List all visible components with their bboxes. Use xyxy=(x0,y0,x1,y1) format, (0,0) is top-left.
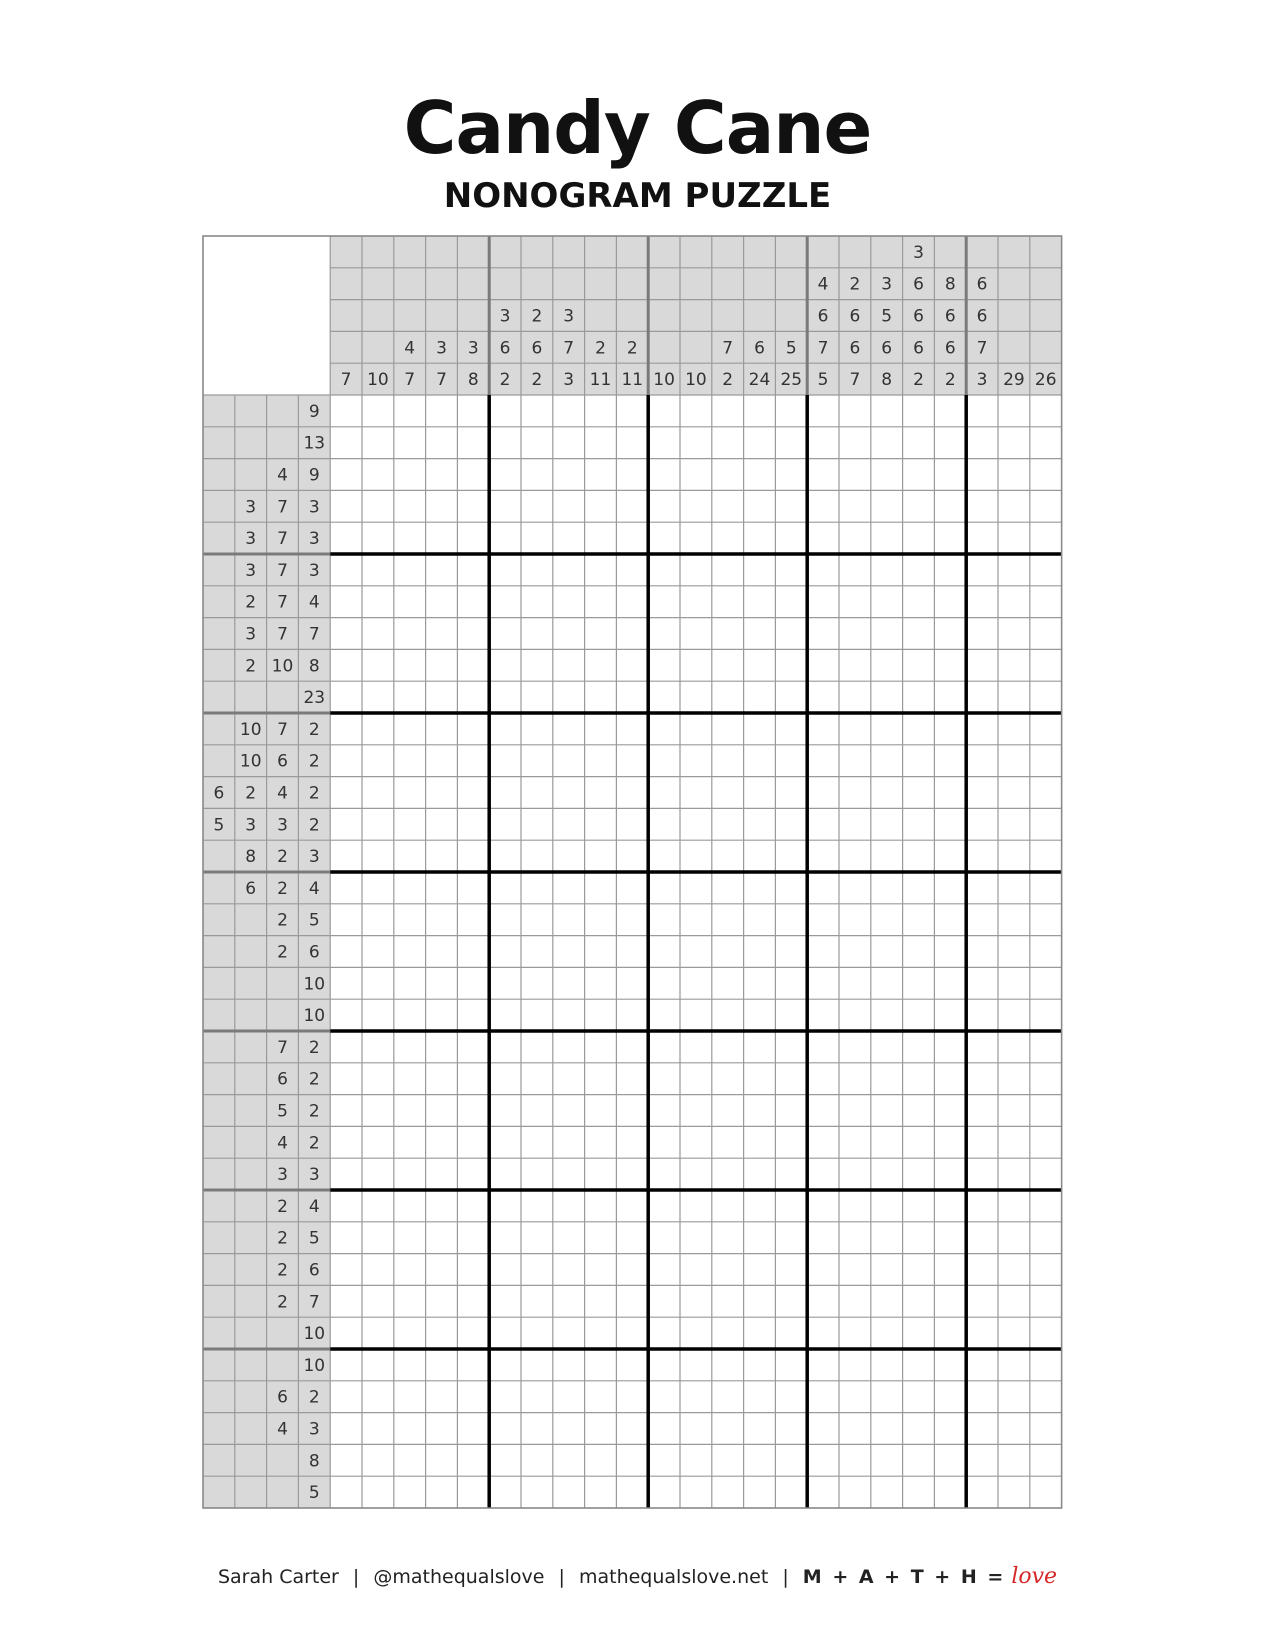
row-clue: 4 xyxy=(277,1419,288,1440)
corner-blank-box xyxy=(204,237,329,394)
row-clue: 7 xyxy=(277,1037,288,1058)
row-clue: 2 xyxy=(308,751,320,772)
column-clue: 3 xyxy=(467,338,479,359)
row-clue: 3 xyxy=(308,847,320,868)
column-clue: 2 xyxy=(595,338,606,359)
row-clue: 4 xyxy=(308,878,320,899)
row-clue: 3 xyxy=(245,815,257,836)
column-clue: 7 xyxy=(722,338,734,359)
row-clue: 2 xyxy=(308,1101,320,1122)
footer-separator: | xyxy=(352,1566,360,1588)
row-clue: 2 xyxy=(277,942,288,963)
column-clue: 6 xyxy=(849,338,861,359)
column-clue: 3 xyxy=(881,274,893,295)
footer-website: mathequalslove.net xyxy=(578,1566,769,1588)
row-clue: 4 xyxy=(277,783,288,804)
column-clue: 24 xyxy=(748,370,771,391)
column-clue: 8 xyxy=(944,274,956,295)
column-clue: 6 xyxy=(976,274,988,295)
row-clue: 6 xyxy=(245,878,257,899)
column-clue: 26 xyxy=(1034,370,1057,391)
column-clue: 6 xyxy=(849,306,861,327)
row-clue: 3 xyxy=(245,529,257,550)
column-clue: 25 xyxy=(780,370,803,391)
row-clue: 2 xyxy=(277,847,288,868)
column-clue: 3 xyxy=(563,370,575,391)
row-clue: 2 xyxy=(277,910,288,931)
row-clue: 2 xyxy=(277,1260,288,1281)
row-clue: 10 xyxy=(239,751,262,772)
row-clue: 6 xyxy=(308,1260,320,1281)
row-clue: 2 xyxy=(308,783,320,804)
row-clue: 5 xyxy=(213,815,225,836)
row-clue: 2 xyxy=(308,1387,320,1408)
row-clue: 2 xyxy=(308,1133,320,1154)
column-clue: 2 xyxy=(531,306,543,327)
column-clue: 2 xyxy=(944,370,956,391)
column-clue: 4 xyxy=(817,274,829,295)
row-clue: 13 xyxy=(303,433,326,454)
row-clue: 2 xyxy=(308,815,320,836)
footer-brand: M + A + T + H = xyxy=(802,1566,1006,1588)
footer-brand-love: love xyxy=(1011,1564,1058,1589)
row-clue: 2 xyxy=(245,783,257,804)
row-clue: 5 xyxy=(308,1228,320,1249)
row-clue: 6 xyxy=(277,1387,288,1408)
row-clue: 2 xyxy=(277,1196,288,1217)
column-clue: 4 xyxy=(404,338,416,359)
column-clue: 2 xyxy=(499,370,511,391)
row-clue: 9 xyxy=(308,401,320,422)
row-clue: 10 xyxy=(303,1324,326,1345)
row-clue: 9 xyxy=(308,465,320,486)
column-clue: 6 xyxy=(913,306,924,327)
column-clue: 8 xyxy=(881,370,893,391)
footer xyxy=(0,1564,1275,1589)
column-clue: 6 xyxy=(531,338,543,359)
row-clue: 8 xyxy=(245,847,257,868)
row-clue: 2 xyxy=(277,1292,288,1313)
row-clue: 5 xyxy=(277,1101,288,1122)
row-clue: 5 xyxy=(308,910,320,931)
column-clue: 2 xyxy=(849,274,861,295)
row-clue: 2 xyxy=(308,719,320,740)
column-clue: 7 xyxy=(849,370,861,391)
row-clue: 4 xyxy=(308,592,320,613)
row-clue: 6 xyxy=(308,942,320,963)
row-clue: 4 xyxy=(277,1133,288,1154)
row-clue: 7 xyxy=(277,529,288,550)
row-clue: 7 xyxy=(277,719,288,740)
column-clue: 3 xyxy=(436,338,447,359)
column-clue: 6 xyxy=(976,306,988,327)
row-clue: 3 xyxy=(308,497,320,518)
row-clue: 6 xyxy=(277,1069,288,1090)
column-clue: 6 xyxy=(913,274,924,295)
column-clue: 6 xyxy=(913,338,924,359)
row-clue: 3 xyxy=(277,1165,288,1186)
column-clue: 8 xyxy=(467,370,479,391)
row-clue: 4 xyxy=(277,465,288,486)
row-clue: 3 xyxy=(245,497,257,518)
column-clue: 3 xyxy=(499,306,511,327)
row-clue: 7 xyxy=(277,497,288,518)
column-clue: 29 xyxy=(1003,370,1025,391)
page-title: Candy Cane xyxy=(403,86,872,170)
page-subtitle: NONOGRAM PUZZLE xyxy=(443,176,832,216)
column-clue: 10 xyxy=(367,370,389,391)
column-clue: 5 xyxy=(817,370,829,391)
row-clue: 2 xyxy=(277,878,288,899)
row-clue: 6 xyxy=(277,751,288,772)
column-clue: 2 xyxy=(531,370,543,391)
row-clue: 2 xyxy=(308,1037,320,1058)
column-clue: 6 xyxy=(817,306,829,327)
column-clue: 5 xyxy=(881,306,893,327)
column-clue: 7 xyxy=(340,370,352,391)
row-clue: 7 xyxy=(308,1292,320,1313)
row-clue: 3 xyxy=(245,624,257,645)
row-clue: 7 xyxy=(277,592,288,613)
column-clue: 3 xyxy=(976,370,988,391)
column-clue: 7 xyxy=(404,370,416,391)
row-clue: 10 xyxy=(303,1006,326,1027)
row-clue: 3 xyxy=(308,529,320,550)
footer-author: Sarah Carter xyxy=(217,1566,339,1588)
row-clue: 5 xyxy=(308,1483,320,1504)
row-clue: 10 xyxy=(271,656,294,677)
row-clue: 3 xyxy=(308,1165,320,1186)
column-clue: 6 xyxy=(754,338,765,359)
column-clue: 11 xyxy=(621,370,644,391)
column-clue: 11 xyxy=(589,370,612,391)
column-clue: 6 xyxy=(944,338,956,359)
row-clue: 3 xyxy=(245,560,257,581)
column-clue: 6 xyxy=(881,338,893,359)
row-clue: 3 xyxy=(308,560,320,581)
column-clue: 5 xyxy=(785,338,797,359)
footer-separator: | xyxy=(782,1566,789,1588)
row-clue: 3 xyxy=(308,1419,320,1440)
row-clue: 4 xyxy=(308,1196,320,1217)
column-clue: 2 xyxy=(913,370,924,391)
column-clue: 10 xyxy=(685,370,707,391)
row-clue: 23 xyxy=(303,688,326,709)
footer-separator: | xyxy=(558,1566,565,1588)
row-clue: 6 xyxy=(213,783,225,804)
column-clue: 7 xyxy=(817,338,829,359)
row-clue: 2 xyxy=(277,1228,288,1249)
row-clue: 8 xyxy=(308,1451,320,1472)
column-clue: 3 xyxy=(913,242,924,263)
row-clue: 7 xyxy=(277,560,288,581)
column-clue: 7 xyxy=(563,338,575,359)
column-clue: 6 xyxy=(499,338,511,359)
column-clue: 3 xyxy=(563,306,575,327)
row-clue: 3 xyxy=(277,815,288,836)
column-clue: 2 xyxy=(626,338,638,359)
row-clue: 7 xyxy=(308,624,320,645)
row-clue: 2 xyxy=(245,592,257,613)
row-clue: 10 xyxy=(239,719,262,740)
column-clue: 10 xyxy=(653,370,675,391)
row-clue: 8 xyxy=(308,656,320,677)
column-clue: 2 xyxy=(722,370,734,391)
column-clue: 6 xyxy=(944,306,956,327)
row-clue: 2 xyxy=(308,1069,320,1090)
column-clue: 7 xyxy=(436,370,447,391)
row-clue: 10 xyxy=(303,974,326,995)
row-clue: 7 xyxy=(277,624,288,645)
row-clue: 10 xyxy=(303,1355,326,1376)
row-clue: 2 xyxy=(245,656,257,677)
footer-handle: @mathequalslove xyxy=(373,1566,545,1588)
column-clue: 7 xyxy=(976,338,988,359)
